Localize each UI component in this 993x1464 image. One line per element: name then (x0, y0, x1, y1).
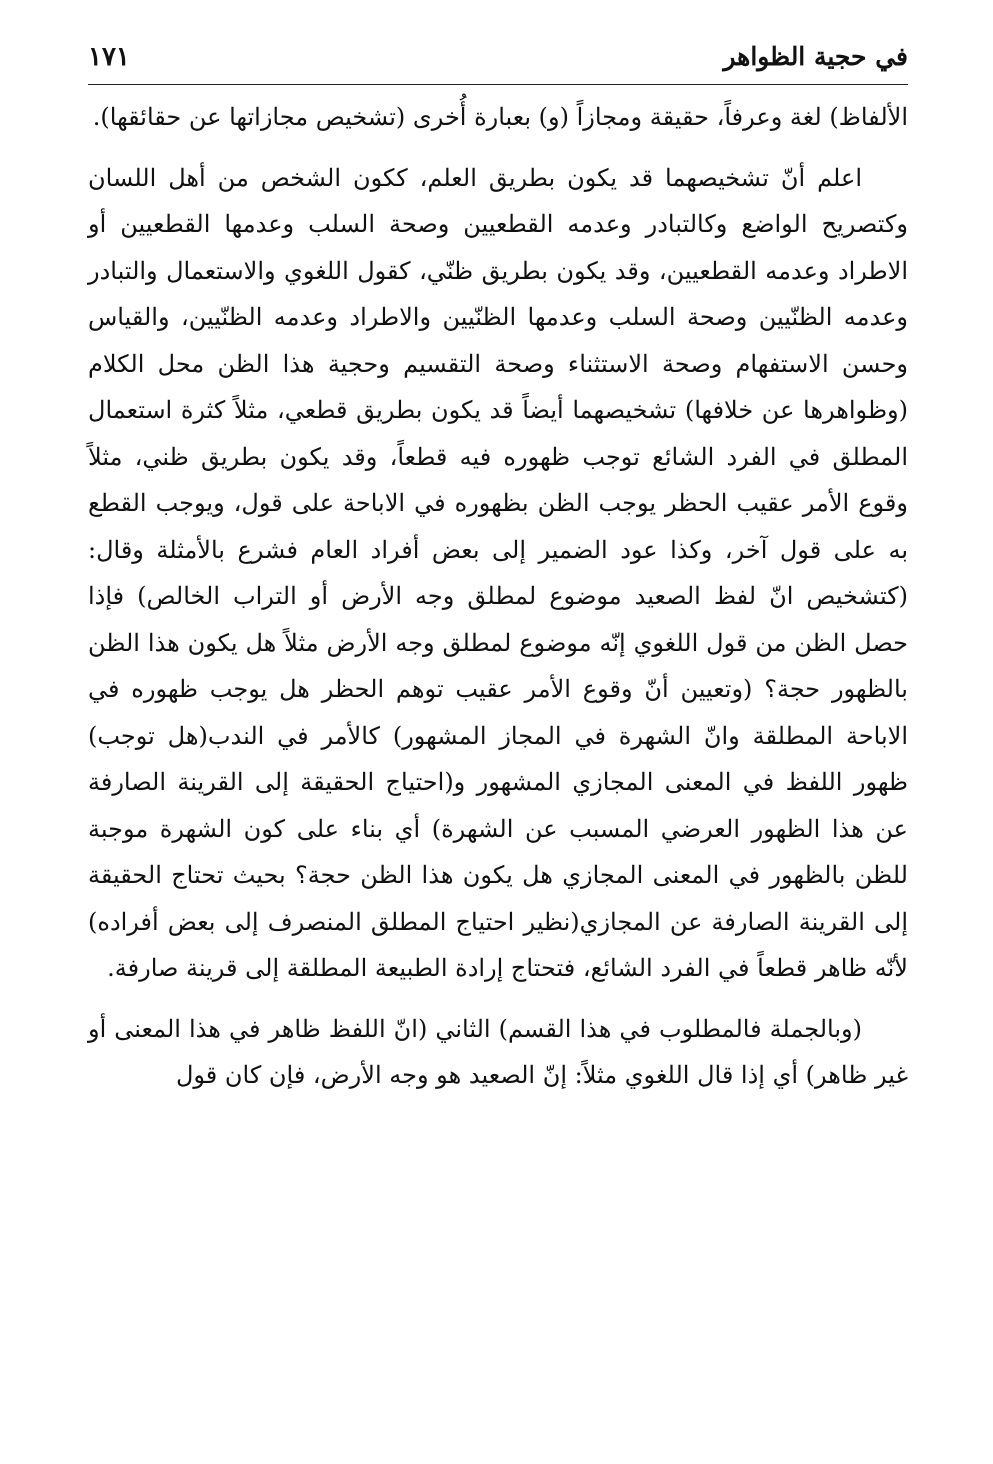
paragraph-2: اعلم أنّ تشخيصهما قد يكون بطريق العلم، ككون الشخص من أهل اللسان وكتصريح الواضع وكالتبادر وعدمه القطعيين وصحة السلب وعدمها القطعيين أو الاطراد وعدمه القطعيين، وقد يكون بطريق ظنّي، كقول اللغوي والاستعمال والتبادر وعدمه الظنّيين وصحة السلب وعدمها الظنّيين والاطراد وعدمه الظنّيين، والقياس وحسن الاستفهام وصحة الاستثناء وصحة التقسيم وحجية هذا الظن محل الكلام (وظواهرها عن خلافها) تشخيصهما أيضاً قد يكون بطريق قطعي، مثلاً كثرة استعمال المطلق في الفرد الشائع توجب ظهوره فيه قطعاً، وقد يكون بطريق ظني، مثلاً وقوع الأمر عقيب الحظر يوجب الظن بظهوره في الاباحة على قول، ويوجب القطع به على قول آخر، وكذا عود الضمير إلى بعض أفراد العام فشرع بالأمثلة وقال:(كتشخيص انّ لفظ الصعيد موضوع لمطلق وجه الأرض أو التراب الخالص) فإذا حصل الظن من قول اللغوي إنّه موضوع لمطلق وجه الأرض مثلاً هل يكون هذا الظن بالظهور حجة؟ (وتعيين أنّ وقوع الأمر عقيب توهم الحظر هل يوجب ظهوره في الاباحة المطلقة وانّ الشهرة في المجاز المشهور) كالأمر في الندب(هل توجب) ظهور اللفظ في المعنى المجازي المشهور و(احتياج الحقيقة إلى القرينة الصارفة عن هذا الظهور العرضي المسبب عن الشهرة) أي بناء على كون الشهرة موجبة للظن بالظهور في المعنى المجازي هل يكون هذا الظن حجة؟ بحيث تحتاج الحقيقة إلى القرينة الصارفة عن المجازي(نظير احتياج المطلق المنصرف إلى بعض أفراده) لأنّه ظاهر قطعاً في الفرد الشائع، فتحتاج إرادة الطبيعة المطلقة إلى قرينة صارفة. (88, 163, 908, 982)
page-number: ١٧١ (88, 42, 130, 72)
paragraph-3: (وبالجملة فالمطلوب في هذا القسم) الثاني (انّ اللفظ ظاهر في هذا المعنى أو غير ظاهر) أي إذا قال اللغوي مثلاً: إنّ الصعيد هو وجه الأرض، فإن كان قول (88, 1014, 908, 1089)
paragraph-1: الألفاظ) لغة وعرفاً، حقيقة ومجازاً (و) بعبارة أُخرى (تشخيص مجازاتها عن حقائقها). (92, 103, 908, 131)
body-text (88, 94, 908, 1099)
running-title: في حجية الظواهر (723, 42, 908, 71)
page-header (88, 40, 908, 80)
header-rule (88, 84, 908, 85)
